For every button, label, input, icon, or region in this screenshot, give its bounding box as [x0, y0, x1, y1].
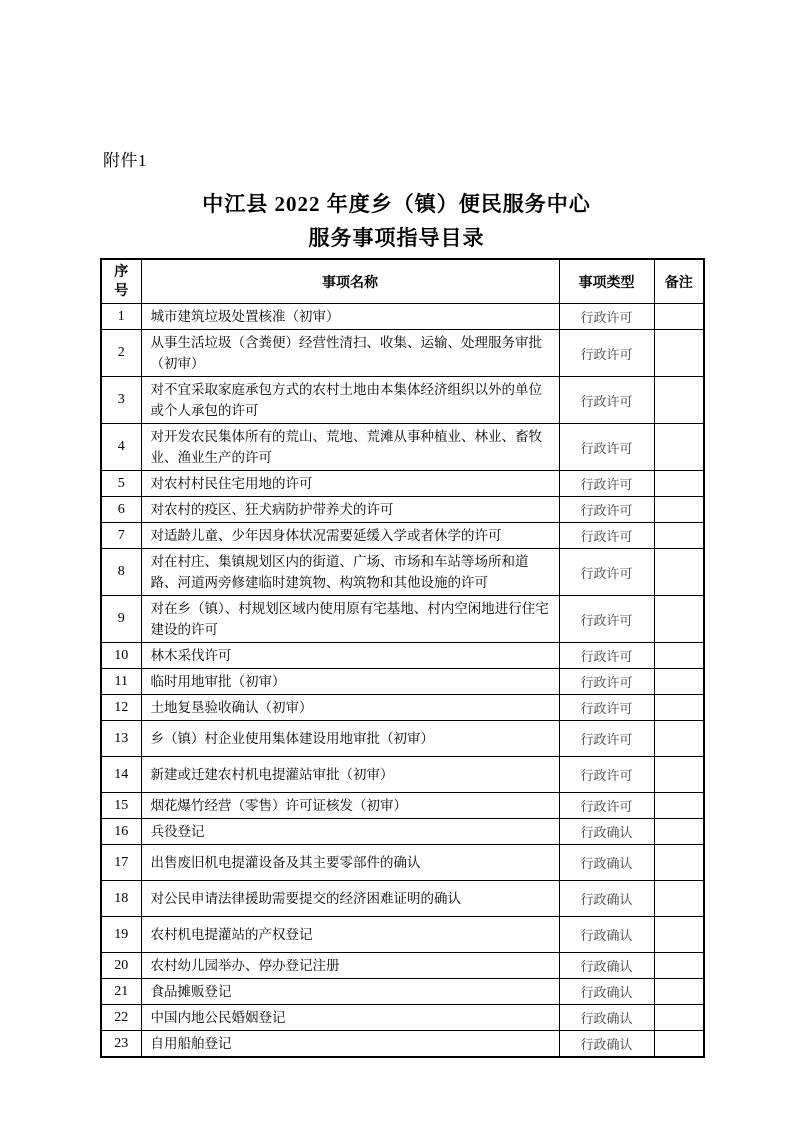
table-row	[101, 377, 704, 424]
table-row	[101, 953, 704, 979]
item-name-cell: 对公民申请法律援助需要提交的经济困难证明的确认	[141, 881, 559, 917]
table-row	[101, 979, 704, 1005]
document-title	[0, 187, 793, 255]
remark-cell	[654, 330, 704, 377]
row-number-cell: 8	[101, 549, 141, 596]
item-type-cell: 行政许可	[559, 304, 654, 330]
item-name-cell: 中国内地公民婚姻登记	[141, 1005, 559, 1031]
item-type-cell: 行政确认	[559, 1031, 654, 1058]
item-type-cell: 行政许可	[559, 596, 654, 643]
table-row	[101, 669, 704, 695]
table-row	[101, 793, 704, 819]
remark-cell	[654, 304, 704, 330]
row-number-cell: 6	[101, 497, 141, 523]
table-row	[101, 819, 704, 845]
item-name-cell: 新建或迁建农村机电提灌站审批（初审）	[141, 757, 559, 793]
remark-cell	[654, 757, 704, 793]
item-name-cell: 林木采伐许可	[141, 643, 559, 669]
remark-cell	[654, 979, 704, 1005]
row-number-cell: 21	[101, 979, 141, 1005]
item-type-cell: 行政确认	[559, 819, 654, 845]
document-title-line1: 中江县 2022 年度乡（镇）便民服务中心	[202, 192, 591, 216]
item-name-cell: 对不宜采取家庭承包方式的农村土地由本集体经济组织以外的单位或个人承包的许可	[141, 377, 559, 424]
item-type-cell: 行政许可	[559, 643, 654, 669]
attachment-label: 附件1	[103, 151, 147, 170]
item-name-cell: 对农村村民住宅用地的许可	[141, 471, 559, 497]
item-type-cell: 行政许可	[559, 330, 654, 377]
table-row	[101, 1005, 704, 1031]
row-number-cell: 13	[101, 721, 141, 757]
item-type-cell: 行政许可	[559, 497, 654, 523]
remark-cell	[654, 917, 704, 953]
table-row	[101, 917, 704, 953]
remark-cell	[654, 643, 704, 669]
item-name-cell: 土地复垦验收确认（初审）	[141, 695, 559, 721]
item-type-cell: 行政许可	[559, 669, 654, 695]
remark-cell	[654, 1005, 704, 1031]
item-type-cell: 行政许可	[559, 721, 654, 757]
item-name-cell: 对农村的疫区、狂犬病防护带养犬的许可	[141, 497, 559, 523]
remark-cell	[654, 1031, 704, 1058]
item-type-cell: 行政许可	[559, 793, 654, 819]
item-type-cell: 行政许可	[559, 549, 654, 596]
table-row	[101, 471, 704, 497]
item-name-cell: 农村幼儿园举办、停办登记注册	[141, 953, 559, 979]
remark-cell	[654, 953, 704, 979]
row-number-cell: 11	[101, 669, 141, 695]
remark-cell	[654, 549, 704, 596]
table-header-row	[101, 259, 704, 304]
table-row	[101, 881, 704, 917]
item-name-cell: 自用船舶登记	[141, 1031, 559, 1058]
item-type-cell: 行政许可	[559, 424, 654, 471]
row-number-cell: 22	[101, 1005, 141, 1031]
item-type-cell: 行政确认	[559, 881, 654, 917]
remark-cell	[654, 377, 704, 424]
table-row	[101, 330, 704, 377]
item-type-cell: 行政确认	[559, 845, 654, 881]
row-number-cell: 16	[101, 819, 141, 845]
item-type-cell: 行政许可	[559, 695, 654, 721]
item-type-cell: 行政许可	[559, 523, 654, 549]
item-type-cell: 行政许可	[559, 757, 654, 793]
header-cell-no	[101, 259, 141, 304]
row-number-cell: 4	[101, 424, 141, 471]
header-cell-type: 事项类型	[559, 259, 654, 304]
table-row	[101, 523, 704, 549]
table-row	[101, 1031, 704, 1058]
remark-cell	[654, 596, 704, 643]
item-name-cell: 农村机电提灌站的产权登记	[141, 917, 559, 953]
item-name-cell: 对适龄儿童、少年因身体状况需要延缓入学或者休学的许可	[141, 523, 559, 549]
row-number-cell: 12	[101, 695, 141, 721]
item-type-cell: 行政许可	[559, 377, 654, 424]
row-number-cell: 23	[101, 1031, 141, 1058]
table-body	[101, 304, 704, 1058]
row-number-cell: 1	[101, 304, 141, 330]
remark-cell	[654, 669, 704, 695]
remark-cell	[654, 845, 704, 881]
item-name-cell: 出售废旧机电提灌设备及其主要零部件的确认	[141, 845, 559, 881]
table-row	[101, 757, 704, 793]
table-row	[101, 424, 704, 471]
item-name-cell: 临时用地审批（初审）	[141, 669, 559, 695]
table-row	[101, 721, 704, 757]
item-name-cell: 食品摊贩登记	[141, 979, 559, 1005]
item-type-cell: 行政确认	[559, 953, 654, 979]
row-number-cell: 10	[101, 643, 141, 669]
remark-cell	[654, 793, 704, 819]
row-number-cell: 14	[101, 757, 141, 793]
item-name-cell: 乡（镇）村企业使用集体建设用地审批（初审）	[141, 721, 559, 757]
row-number-cell: 5	[101, 471, 141, 497]
row-number-cell: 17	[101, 845, 141, 881]
remark-cell	[654, 523, 704, 549]
remark-cell	[654, 721, 704, 757]
item-name-cell: 城市建筑垃圾处置核准（初审）	[141, 304, 559, 330]
item-name-cell: 从事生活垃圾（含粪便）经营性清扫、收集、运输、处理服务审批（初审）	[141, 330, 559, 377]
item-type-cell: 行政确认	[559, 917, 654, 953]
service-items-table	[100, 258, 705, 1058]
row-number-cell: 18	[101, 881, 141, 917]
row-number-cell: 15	[101, 793, 141, 819]
item-name-cell: 对开发农民集体所有的荒山、荒地、荒滩从事种植业、林业、畜牧业、渔业生产的许可	[141, 424, 559, 471]
item-name-cell: 烟花爆竹经营（零售）许可证核发（初审）	[141, 793, 559, 819]
row-number-cell: 19	[101, 917, 141, 953]
item-name-cell: 对在乡（镇）、村规划区域内使用原有宅基地、村内空闲地进行住宅建设的许可	[141, 596, 559, 643]
remark-cell	[654, 424, 704, 471]
table-row	[101, 845, 704, 881]
remark-cell	[654, 881, 704, 917]
table-row	[101, 497, 704, 523]
item-type-cell: 行政确认	[559, 1005, 654, 1031]
remark-cell	[654, 497, 704, 523]
remark-cell	[654, 471, 704, 497]
row-number-cell: 2	[101, 330, 141, 377]
document-title-line2: 服务事项指导目录	[308, 226, 485, 250]
table-header	[101, 259, 704, 304]
item-type-cell: 行政确认	[559, 979, 654, 1005]
row-number-cell: 9	[101, 596, 141, 643]
table-row	[101, 549, 704, 596]
item-name-cell: 对在村庄、集镇规划区内的街道、广场、市场和车站等场所和道路、河道两旁修建临时建筑物、构筑物和其他设施的许可	[141, 549, 559, 596]
remark-cell	[654, 695, 704, 721]
row-number-cell: 3	[101, 377, 141, 424]
table-row	[101, 643, 704, 669]
header-cell-remark: 备注	[654, 259, 704, 304]
remark-cell	[654, 819, 704, 845]
header-label-no: 序号	[114, 264, 129, 299]
header-cell-name: 事项名称	[141, 259, 559, 304]
row-number-cell: 20	[101, 953, 141, 979]
item-name-cell: 兵役登记	[141, 819, 559, 845]
row-number-cell: 7	[101, 523, 141, 549]
item-type-cell: 行政许可	[559, 471, 654, 497]
table-row	[101, 304, 704, 330]
table-row	[101, 695, 704, 721]
table-row	[101, 596, 704, 643]
